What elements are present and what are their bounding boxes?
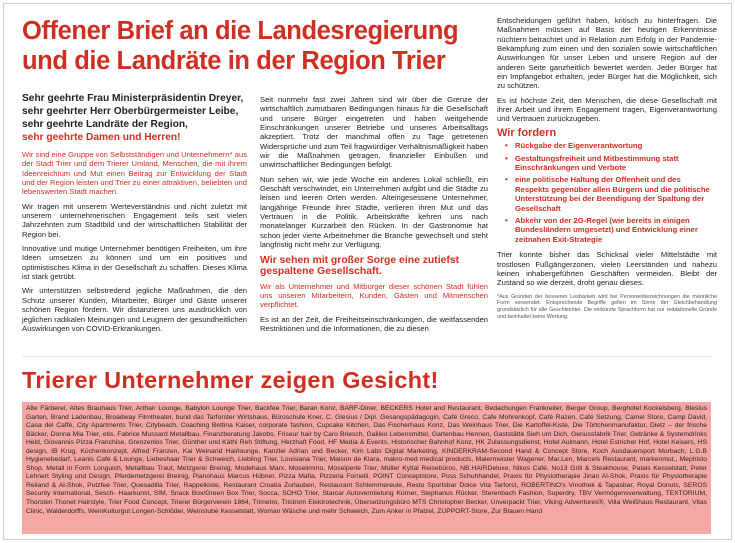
body-paragraph: Wir unterstützen selbstredend jegliche Maßnahmen, die den Schutz unserer Kunden, Mitarbeiter, Bürger und Gäste unserer schönen Region fördern. Wir distanzieren uns ausdrücklich von jeglichen radikalen Meinungen und Leugnern der gesundheitlichen Auswirkungen von COVID-Erkrankungen. [22,286,247,333]
demands-list [497,141,717,244]
highlight-paragraph: Wir als Unternehmer und Mitbürger dieser schönen Stadt fühlen uns unseren Mitarbeitern, Kunden, Gästen und Mitmenschen verpflichtet. [260,281,488,310]
letter-column-3 [497,16,717,326]
body-paragraph: Seit nunmehr fast zwei Jahren sind wir über die Grenze der wirtschaftlich zumutbaren Bedingungen hinaus für die Gesellschaft und unsere Bürger eingetreten und haben weitgehende Einschränkungen unserer Betriebe und unseres Arbeitsalltags akzeptiert. Trotz der manchmal offen zu Tage getretenen Widersprüche und zum Teil fragwürdiger Verhältnismäßigkeit haben wir die Maßnahmen getragen, finanzieller Einbußen und unwirtschaftlicher Bedingungen befolgt. [260,95,488,170]
footnote: *Aus Gründen der besseren Lesbarkeit wird bei Personenbezeichnungen die männliche Form verwendet. Entsprechende Begriffe gelten im Sinne der Gleichbehandlung grundsätzlich für alle Geschlechter. Die verkürzte Sprachform hat nur redaktionelle Gründe und beinhaltet keine Wertung. [497,293,717,320]
letter-column-1 [22,92,247,338]
section-divider [22,356,712,357]
body-paragraph: Trier konnte bisher das Schicksal vieler Mittelstädte mit trostlosen Fußgängerzonen, vielen Leerständen und nahezu keinen inhabergeführten Geschäften vermeiden. Bleibt der Zustand so wie derzeit, droht genau dieses. [497,250,717,288]
banner-title: Trierer Unternehmer zeigen Gesicht! [22,367,439,393]
sponsor-list: Alte Färberei, Altes Brauhaus Trier, Arthair Lounge, Babylon Lounge Trier, Backfee Trier, Baran Konz, BARF-Diner, BECKERS Hotel and Restaurant, Bedachungen Frankreiter, Berger Group, Berghotel Kockelsberg, Blesius Garten, Brand Ladenbau, Broadway Filmtheater, bund das Tarforster Wirtshaus, Büroschule Kner, C. Glesius / Dipl. Gesangspädagogin, Café Greco, Cafe Mohrenkopf, Café Razen, Café Setzung, Camel Store, Camp David, Casa del Caffè, City Apartments Trier, Citybeach, Coaching Bettina Kaiser, corporate fashion, Cupcake Kitchen, Das Fischerhaus Konz, Das Weinhaus Trier, Die Kartoffel-Kiste, Die Törtchenmanufaktur, Dietz – der frische Bäcker, Donna Mia Trier, etis, Fabrice Mussard Metallbau, Finanzberatung Jakobs, Friseur hair by Caro Briesch, Galileo Lebensmittel, Gartenbau Hennen, Gaststätte Sieh um Dich, Genussfabrik Trier, Getränke & Systemdrinks Held, Giovannis Pizza Franchise, Grenzenlos Trier, Günther und Käthi Reh Stiftung, Herzhaft Food, HF Media & Events, Historischer Bahnhof Konz, HK Zulassungsdienst, Hotel Aulmann, Hotel Estricher Hof, Hotel Keisers, HS design, IB Krug, Küchenkonzept, Alfred Franzen, Kai Weinand Hairlounge, Kanzlei Adrian und Becker, Kim Labs Digital Marketing, KINDERKRAM-Second Hand & Concept Store, Koch Ausdauersport Morbach, L.G.B Hygienebedarf, Leanis Café & Lounge, Liebeshaar Trier & Schweich, Liebling Trier, Louisiana Trier, Maison de Klara, makro-med medical products, Malermeister Wagener, Mar.Len, Marcels Restaurant, markenmut., Mephisto Shop, Metall in Form Longuich, Metallbau Traut, Metzgerei Breinig, Modehaus Marx, Moselimmo, Moselperle Trier, Müller Kyltal Reisebüros, NB.HAIRDeluxe, Nikos Café, No13 Grill & Steakhouse, Palais Kesselstatt, Peter Lehnert Styling und Design, Pferdemetzgerei Breinig, Pianohaus Marcus Hübner, Pizza Mafia, Pizzeria Fornelli, POINT Conceptstore, Poss Schuhhandel, Praxis für Physiotherapie Jinan Al-Shok, Praxis für Physiotherapie Reiland & Al-Shok, Putzfee Trier, Quesadilla Trier, Rappelkiste, Restaurant Croatia Zurlauben, Restaurant Schlemmereule, Resto Sportsbar Dolce Vita Tarforst, ROBERTINO's Vinothek & Tapasbar, Royal Donuts, SEROS Security International, Sesch- Haarkunst, SIM, Snack Box/Green Box Trier, Socca, SOHO Trier, Starcar Autovermietung Kürner, Stephanus Rücker, Sterenbach Fashion, Superdry, TBV Vermögensverwaltung, TEXTORIUM, Thorsten Thonet Hairstyle, Trier Food Concept, Trierer Bürgerverein 1864, Trimetro, Tristrom Elektrotechnik, Übersetzungsbüro MTS Christopher Becker, Unverpackt Trier, Viking Adventures®, Villa Weißhaus Restaurant, Vitas Clinic, Walderdorffs, WeinKulturgut Longen-Schlöder, Weinstube Kesselstatt, Woman Wäsche und mehr Schweich, Zum Anker in Pfalzel, ZUPPORT-Store, Zur Blauen Hand [22,402,711,534]
page-title [22,16,502,76]
demand-item: • Rückgabe der Eigenverantwortung [497,141,717,150]
section-subheading: Wir sehen mit großer Sorge eine zutiefst gespaltene Gesellschaft. [260,254,460,277]
salutation-line: sehr geehrte Landräte der Region, [22,119,188,130]
salutation [22,92,247,144]
salutation-line: sehr geehrte Damen und Herren! [22,132,181,143]
body-paragraph: Entscheidungen geführt haben, kritisch zu hinterfragen. Die Maßnahmen müssen auf Basis der heutigen Erkenntnisse nüchtern betrachtet und in Relation zum Erfolg in der Pandemie-Bekämpfung zum einen und den sozialen sowie wirtschaftlichen Auswirkungen für unser Leben und unsere Region auf der anderen Seite ganzheitlich bewertet werden. Jeder Bürger hat ein Impfangebot erhalten, jeder Bürger hat die Möglichkeit, sich zu schützen. [497,16,717,91]
demand-item: • Gestaltungsfreiheit und Mitbestimmung statt Einschränkungen und Verbote [497,154,717,173]
letter-column-2 [260,95,488,338]
headline-line-1: Offener Brief an die Landesregierung [22,17,459,45]
body-paragraph: Nun sehen wir, wie jede Woche ein anderes Lokal schließt, ein Geschäft verschwindet, ein Unternehmen aufgibt und die Städte zu leisen und leeren Orten werden. Alteingesessene Unternehmer, langjährige Freunde ihrer Städte, verlieren ihren Mut und das Vertrauen in die Politik. Arbeitskräfte kehren uns nach monatelanger Kurzarbeit den Rücken. In der Gastronomie hat schon jeder vierte Arbeitnehmer die Branche gewechselt und steht langfristig nicht mehr zur Verfügung. [260,174,488,250]
body-paragraph: Wir tragen mit unserem Werteverständnis und nicht zuletzt mit unserem unternehmerischen Engagement teils seit vielen Jahrzehnten zum Stadtbild und der wirtschaftlichen Stabilität der Region bei. [22,201,247,239]
body-paragraph: Es ist an der Zeit, die Freiheitseinschränkungen, die weitfassenden Restriktionen und die Informationen, die zu diesen [260,314,488,333]
body-paragraph: Innovative und mutige Unternehmer benötigen Freiheiten, um ihre Ideen umsetzen zu können und um ein positives und optimistisches Klima in der Gesellschaft zu schaffen. Dieses Klima ist stark getrübt. [22,244,247,282]
demands-heading: Wir fordern [497,126,557,139]
demand-item: • Abkehr von der 2G-Regel (wie bereits in einigen Bundesländern umgesetzt) und Entwicklung einer zeitnahen Exit-Strategie [497,216,717,244]
salutation-line: Sehr geehrte Frau Ministerpräsidentin Dreyer, [22,93,244,104]
demand-item: • eine politische Haltung der Offenheit und des Respekts gegenüber allen Bürgern und die politische Unterstützung bei der Beendigung der Spaltung der Gesellschaft [497,175,717,213]
salutation-line: sehr geehrter Herr Oberbürgermeister Leibe, [22,106,239,117]
headline-line-2: und die Landräte in der Region Trier [22,47,446,75]
body-paragraph: Es ist höchste Zeit, den Menschen, die diese Gesellschaft mit ihrer Arbeit und ihrem Engagement tragen, Eigenverantwortung und Vertrauen zurückzugeben. [497,95,717,124]
intro-paragraph: Wir sind eine Gruppe von Selbstständigen und Unternehmern* aus der Stadt Trier und dem Trierer Umland, Menschen, die mit ihrem Ideenreichtum und Mut einen Beitrag zur Entwicklung der Stadt und der Region leisten und Trier zu einer attraktiven, beliebten und lebenswerten Stadt machen. [22,150,247,197]
